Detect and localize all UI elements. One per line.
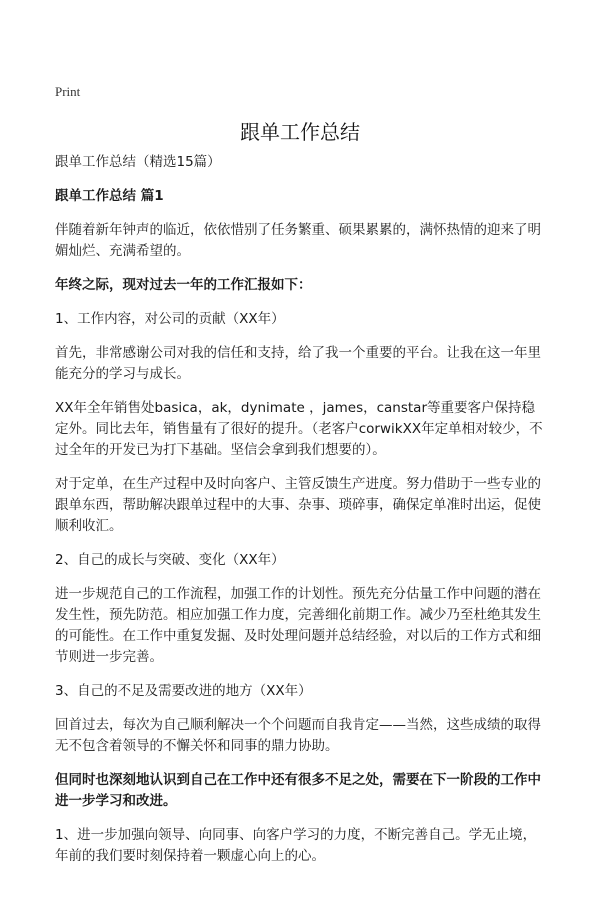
paragraph: 首先，非常感谢公司对我的信任和支持，给了我一个重要的平台。让我在这一年里能充分的学习与成长。	[55, 345, 541, 382]
document-body	[55, 152, 547, 880]
paragraph: 回首过去，每次为自己顺利解决一个个问题而自我肯定——当然，这些成绩的取得无不包含着领导的不懈关怀和同事的鼎力协助。	[55, 717, 541, 754]
paragraph: 对于定单，在生产过程中及时向客户、主管反馈生产进度。努力借助于一些专业的跟单东西，帮助解决跟单过程中的大事、杂事、琐碎事，确保定单准时出运，促使顺利收汇。	[55, 476, 541, 534]
paragraph-subtitle: 跟单工作总结（精选15篇）	[55, 154, 221, 170]
paragraph: XX年全年销售处basica，ak，dynimate ，james，canstar等重要客户保持稳定外。同比去年，销售量有了很好的提升。（老客户corwikXX年定单相对较少，不过全年的开发已为打下基础。坚信会拿到我们想要的）。	[55, 400, 543, 458]
paragraph-item-heading: 2、自己的成长与突破、变化（XX年）	[55, 552, 285, 568]
paragraph: 伴随着新年钟声的临近，依依惜别了任务繁重、硕果累累的，满怀热情的迎来了明媚灿烂、充满希望的。	[55, 222, 541, 259]
paragraph: 1、进一步加强向领导、向同事、向客户学习的力度，不断完善自己。学无止境，年前的我们要时刻保持着一颗虚心向上的心。	[55, 827, 537, 864]
paragraph-item-heading: 3、自己的不足及需要改进的地方（XX年）	[55, 683, 312, 699]
paragraph-bold-lead: 年终之际，现对过去一年的工作汇报如下：	[55, 277, 312, 293]
document-title: 跟单工作总结	[240, 120, 360, 144]
paragraph-section-heading: 跟单工作总结 篇1	[55, 188, 164, 204]
paragraph-item-heading: 1、工作内容，对公司的贡献（XX年）	[55, 311, 285, 327]
paragraph: 进一步规范自己的工作流程，加强工作的计划性。预先充分估量工作中问题的潜在发生性，预先防范。相应加强工作力度，完善细化前期工作。减少乃至杜绝其发生的可能性。在工作中重复发掘、及时处理问题并总结经验，对以后的工作方式和细节则进一步完善。	[55, 586, 541, 665]
paragraph-bold-lead: 但同时也深刻地认识到自己在工作中还有很多不足之处，需要在下一阶段的工作中进一步学习和改进。	[55, 772, 541, 809]
print-label: Print	[55, 84, 81, 99]
